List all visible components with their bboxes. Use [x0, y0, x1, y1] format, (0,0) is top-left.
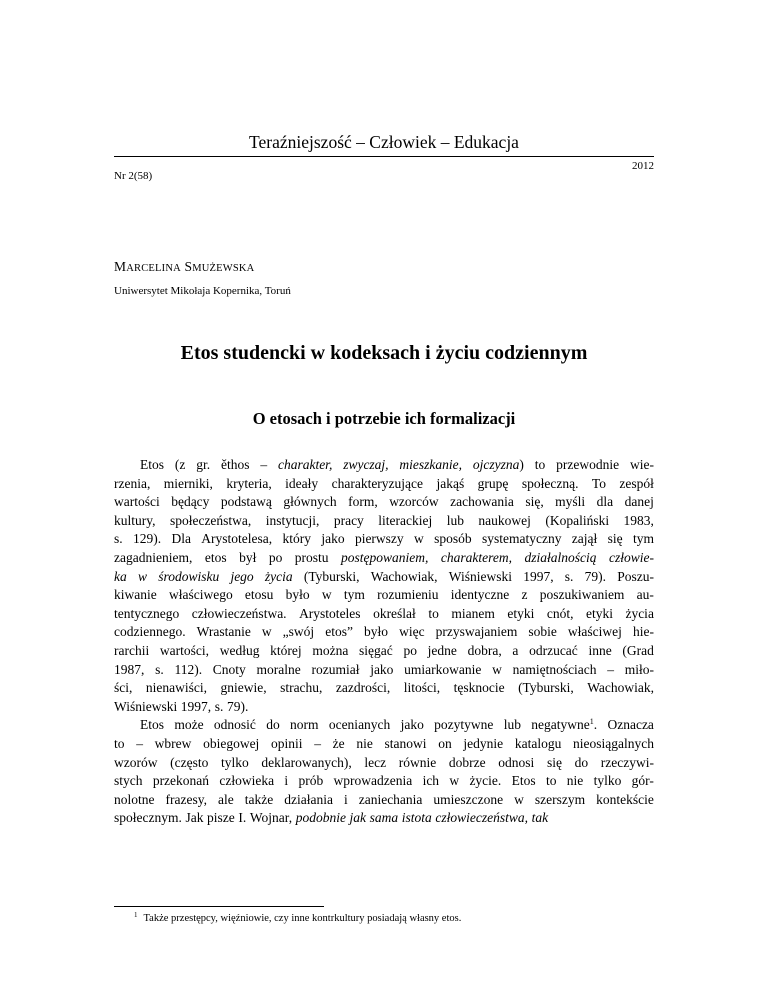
header-rule	[114, 156, 654, 157]
body-text	[114, 456, 654, 828]
publication-year: 2012	[632, 160, 654, 172]
text-line: nolotne frazesy, ale także działania i zaniechania umieszczone w szerszym kontekście	[114, 791, 654, 807]
text-line: wzorów (często tylko deklarowanych), lecz równie dobrze odnosi się do rzeczywi-	[114, 754, 654, 770]
footnote	[134, 913, 461, 924]
text-line: Etos (z gr. ěthos – charakter, zwyczaj, mieszkanie, ojczyzna) to przewodnie wie-	[140, 457, 654, 472]
text-line: tentycznego człowieczeństwa. Arystoteles określał to mianem etyki cnót, etyki życia	[114, 605, 654, 621]
author-affiliation: Uniwersytet Mikołaja Kopernika, Toruń	[114, 285, 291, 297]
text-line: zagadnieniem, etos był po prostu postępowaniem, charakterem, działalnością człowie-	[114, 549, 654, 565]
text-line: stych przekonań człowieka i prób wprowadzenia ich w życie. Etos to nie tylko gór-	[114, 773, 654, 789]
issue-number: Nr 2(58)	[114, 170, 153, 182]
footnote-marker: 1	[134, 911, 138, 919]
text-line: codziennego. Wrastanie w „swój etos” było więc przyswajaniem sobie właściwej hie-	[114, 624, 654, 640]
article-title: Etos studencki w kodeksach i życiu codziennym	[180, 342, 588, 364]
text-line: s. 129). Dla Arystotelesa, który jako pierwszy w sposób systematyczny zajął się tym	[114, 531, 654, 547]
author-name	[114, 259, 254, 275]
text-line: rzenia, mierniki, kryteria, ideały charakteryzujące jakąś grupę społeczną. To zespół	[114, 475, 654, 491]
footnote-text: Także przestępcy, więźniowie, czy inne kontrkultury posiadają własny etos.	[143, 913, 462, 924]
text-line: wartości będący podstawą głównych form, wzorców zachowania się, myśli dla danej	[114, 494, 654, 510]
author-first-rest: ARCELINA	[126, 263, 181, 274]
text-line: społecznym. Jak pisze I. Wojnar, podobnie jak sama istota człowieczeństwa, tak	[114, 810, 549, 826]
paragraph-1	[114, 456, 654, 716]
author-last-rest: MUŻEWSKA	[192, 263, 255, 274]
text-line: Wiśniewski 1997, s. 79).	[114, 698, 249, 714]
footnote-rule	[114, 906, 324, 907]
text-line: rarchii wartości, według której można sięgać po jedne dobra, a odrzucać inne (Grad	[114, 642, 654, 658]
journal-title: Teraźniejszość – Człowiek – Edukacja	[249, 132, 519, 152]
text-line: ści, nienawiści, gniewie, strachu, zazdrości, litości, tęsknocie (Tyburski, Wachowiak,	[114, 680, 654, 696]
text-line: Etos może odnosić do norm ocenianych jako pozytywne lub negatywne$^1$. Oznacza	[140, 717, 654, 733]
text-line: kiwanie właściwego etosu było w tym rozumieniu identyczne z poszukiwaniem au-	[114, 587, 654, 603]
text-line: 1987, s. 112). Cnoty moralne rozumiał jako umiarkowanie w namiętnościach – miło-	[114, 661, 654, 677]
paragraph-2	[114, 716, 654, 828]
text-line: kultury, społeczeństwa, instytucji, pracy literackiej lub naukowej (Kopaliński 1983,	[114, 512, 654, 528]
author-first-initial: M	[114, 259, 127, 274]
section-title: O etosach i potrzebie ich formalizacji	[252, 409, 516, 428]
text-line: to – wbrew obiegowej opinii – że nie stanowi on jedynie katalogu nieosiągalnych	[114, 735, 654, 751]
text-line: ka w środowisku jego życia (Tyburski, Wachowiak, Wiśniewski 1997, s. 79). Poszu-	[114, 568, 654, 584]
author-last-initial: S	[184, 259, 193, 274]
